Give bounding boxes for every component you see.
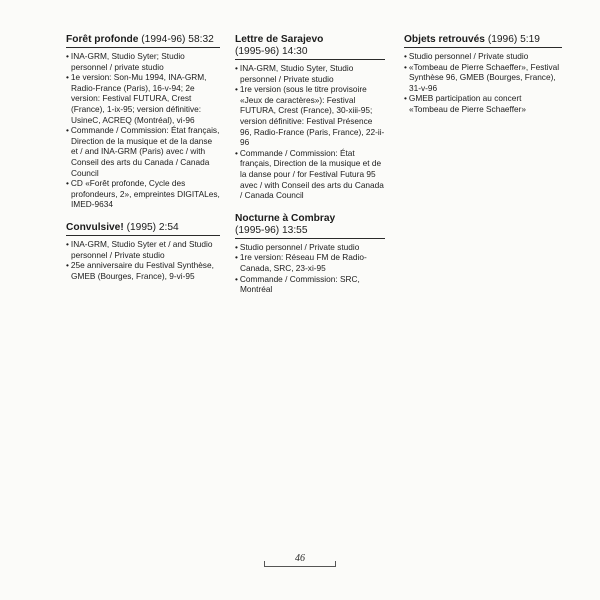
entry-heading xyxy=(235,213,385,237)
work-title: Convulsive! xyxy=(66,221,124,233)
work-date-duration: (1996) 5:19 xyxy=(487,34,540,45)
heading-rule xyxy=(66,235,220,236)
detail-list xyxy=(66,51,220,210)
detail-list xyxy=(404,51,562,115)
column-1 xyxy=(66,34,220,293)
entry-nocturne-a-combray xyxy=(235,213,385,295)
heading-rule xyxy=(235,59,385,60)
detail-item: • INA-GRM, Studio Syter, Studio personnel / Private studio xyxy=(235,63,385,84)
detail-item: • «Tombeau de Pierre Schaeffer», Festival Synthèse 96, GMEB (Bourges, France), 31-v-96 xyxy=(404,62,562,94)
detail-item: • Studio personnel / Private studio xyxy=(235,242,385,253)
entry-heading xyxy=(404,34,562,46)
detail-item: • GMEB participation au concert «Tombeau de Pierre Schaeffer» xyxy=(404,93,562,114)
detail-item: • 1re version (sous le titre provisoire «Jeux de caractères»): Festival FUTURA, Crest (France), 30-xiii-95; version définitive: Festival Présence 96, Radio-France (Paris, France), 22-ii-96 xyxy=(235,84,385,148)
column-2 xyxy=(235,34,385,307)
entry-foret-profonde xyxy=(66,34,220,210)
entry-heading xyxy=(66,34,220,46)
detail-item: • Commande / Commission: État français, Direction de la musique et de la danse pour / for Festival Futura 95 avec / with Conseil des arts du Canada / Canada Council xyxy=(235,148,385,201)
detail-item: • 1re version: Réseau FM de Radio-Canada, SRC, 23-xi-95 xyxy=(235,252,385,273)
page-number-rule xyxy=(264,566,336,567)
detail-item: • Studio personnel / Private studio xyxy=(404,51,562,62)
page-number-tick-right xyxy=(335,561,336,566)
heading-rule xyxy=(235,238,385,239)
column-3 xyxy=(404,34,562,127)
entry-objets-retrouves xyxy=(404,34,562,115)
detail-item: • Commande / Commission: État français, Direction de la musique et de la danse et / and INA-GRM (Paris) avec / with Conseil des arts du Canada / Canada Council xyxy=(66,125,220,178)
work-title: Objets retrouvés xyxy=(404,34,485,45)
heading-rule xyxy=(66,47,220,48)
entry-heading xyxy=(235,34,385,58)
page-number: 46 xyxy=(295,553,305,564)
detail-item: • Commande / Commission: SRC, Montréal xyxy=(235,274,385,295)
work-date-duration: (1995) 2:54 xyxy=(126,221,179,233)
detail-list xyxy=(235,63,385,201)
entry-lettre-de-sarajevo xyxy=(235,34,385,201)
work-date-duration: (1994-96) 58:32 xyxy=(141,34,214,45)
detail-list xyxy=(235,242,385,295)
detail-item: • CD «Forêt profonde, Cycle des profondeurs, 2», empreintes DIGITALes, IMED-9634 xyxy=(66,178,220,210)
detail-item: • INA-GRM, Studio Syter; Studio personnel / private studio xyxy=(66,51,220,72)
detail-item: • 25e anniversaire du Festival Synthèse, GMEB (Bourges, France), 9-vi-95 xyxy=(66,260,220,281)
work-title: Lettre de Sarajevo xyxy=(235,34,324,45)
work-date-duration: (1995-96) 13:55 xyxy=(235,224,308,236)
detail-item: • 1e version: Son-Mu 1994, INA-GRM, Radio-France (Paris), 16-v-94; 2e version: Festival FUTURA, Crest (France), 1-ix-95; version définitive: UsineC, ACREQ (Montréal), vi-96 xyxy=(66,72,220,125)
entry-heading xyxy=(66,222,220,234)
detail-item: • INA-GRM, Studio Syter et / and Studio personnel / Private studio xyxy=(66,239,220,260)
entry-convulsive xyxy=(66,222,220,281)
work-date-duration: (1995-96) 14:30 xyxy=(235,46,308,57)
work-title: Nocturne à Combray xyxy=(235,212,336,224)
detail-list xyxy=(66,239,220,281)
page-number-tick-left xyxy=(264,561,265,566)
heading-rule xyxy=(404,47,562,48)
work-title: Forêt profonde xyxy=(66,34,139,45)
